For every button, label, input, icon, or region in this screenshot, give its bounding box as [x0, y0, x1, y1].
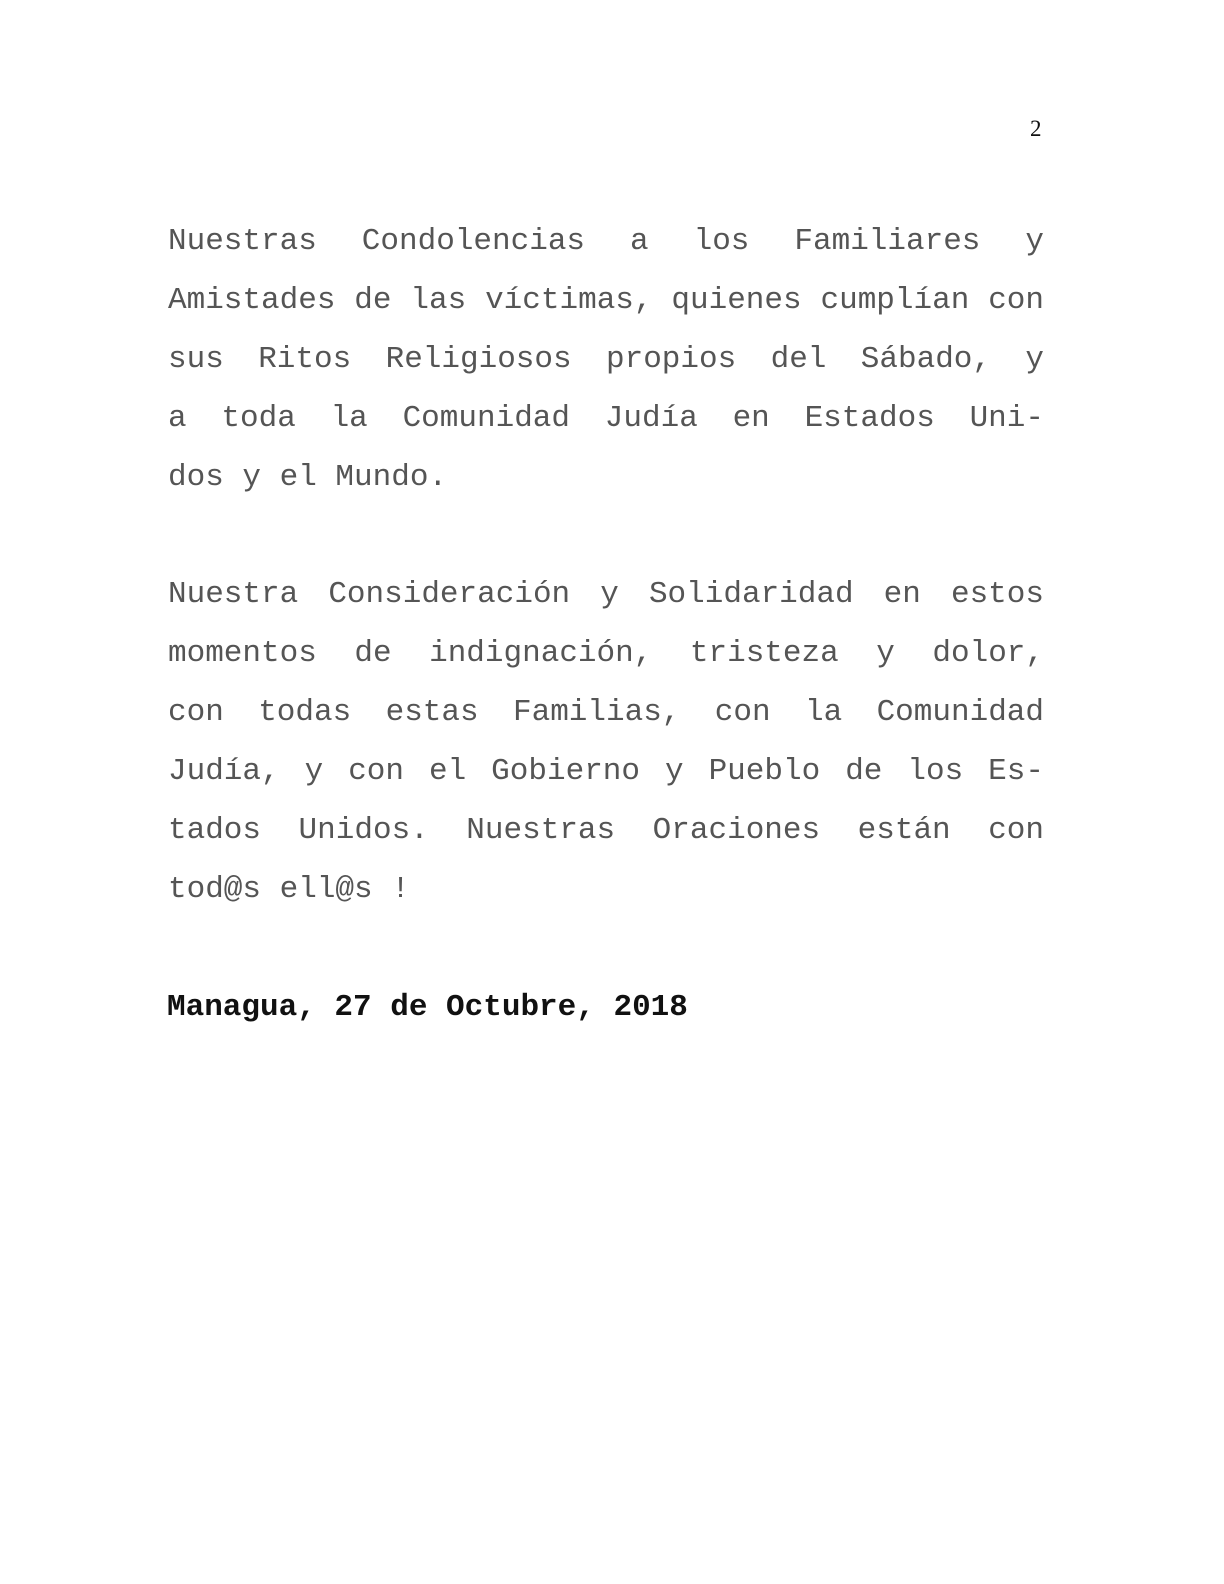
paragraph-line: Nuestra Consideración y Solidaridad en estos: [168, 577, 1044, 612]
paragraph-line: Amistades de las víctimas, quienes cumplían con: [168, 283, 1044, 318]
place-date-line: Managua, 27 de Octubre, 2018: [167, 990, 688, 1025]
paragraph-line: con todas estas Familias, con la Comunidad: [168, 695, 1044, 730]
paragraph-line: tod@s ell@s !: [168, 872, 410, 907]
paragraph-line: momentos de indignación, tristeza y dolor,: [168, 636, 1044, 671]
paragraph-line: a toda la Comunidad Judía en Estados Uni-: [168, 401, 1044, 436]
paragraph-line: dos y el Mundo.: [168, 460, 448, 495]
paragraph-line: sus Ritos Religiosos propios del Sábado, y: [168, 342, 1044, 377]
paragraph-line: tados Unidos. Nuestras Oraciones están con: [168, 813, 1044, 848]
page-number: 2: [1030, 116, 1042, 141]
paragraph-line: Judía, y con el Gobierno y Pueblo de los Es-: [168, 754, 1044, 789]
paragraph-line: Nuestras Condolencias a los Familiares y: [168, 224, 1044, 259]
